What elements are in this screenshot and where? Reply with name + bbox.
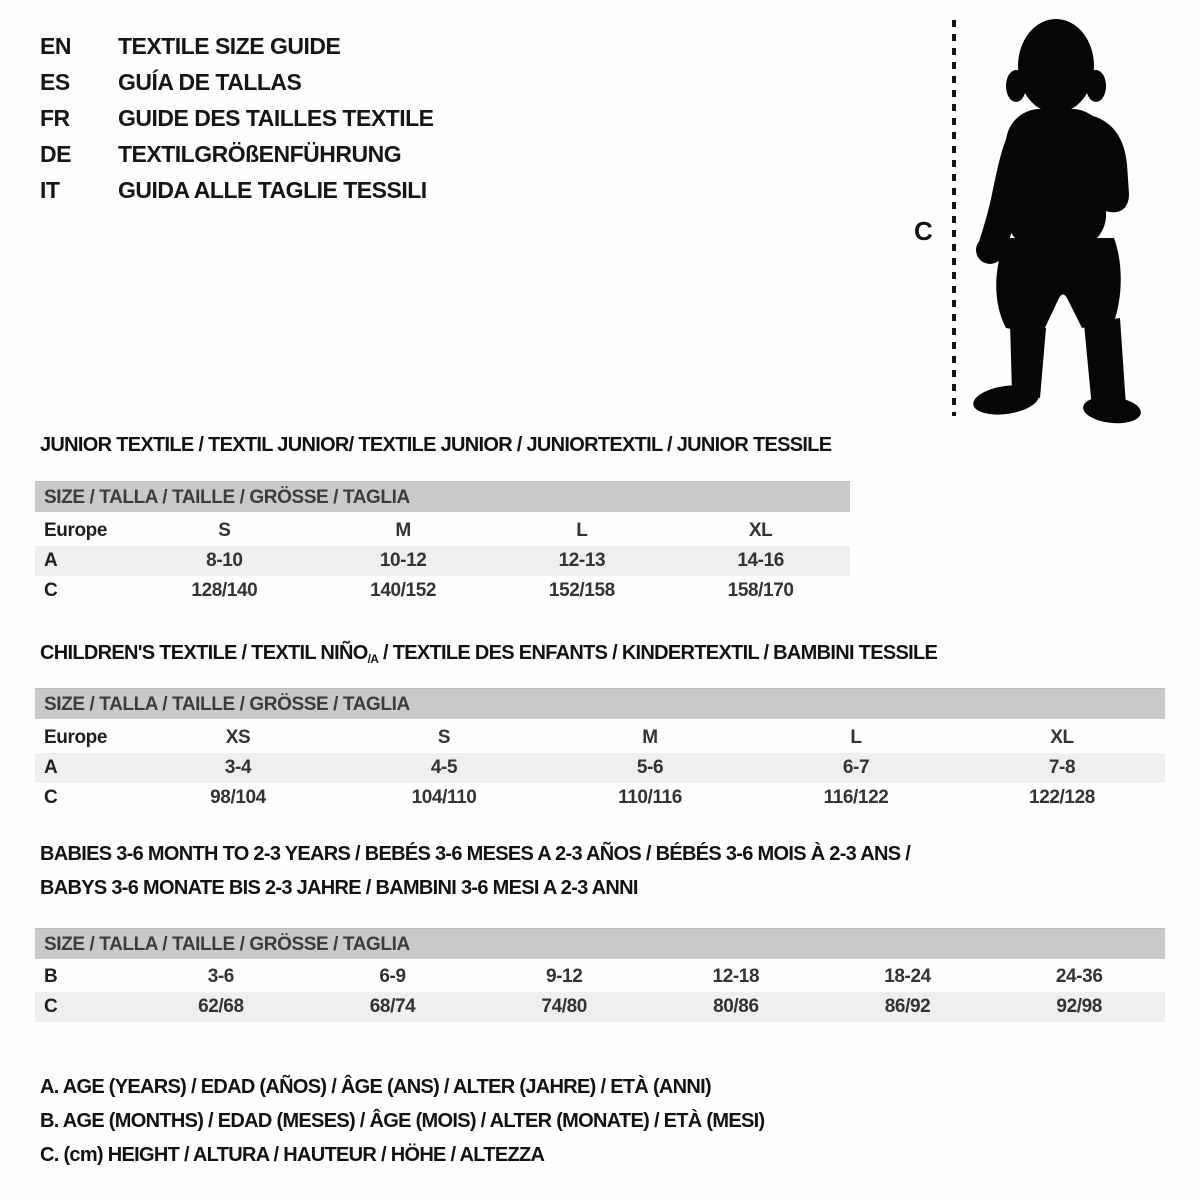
age-cell: 8-10 [206, 550, 243, 571]
height-cell: 122/128 [1029, 787, 1095, 808]
table-row-europe [35, 516, 850, 546]
table-row-height [35, 576, 850, 606]
age-cell: 4-5 [430, 757, 458, 778]
size-cell: S [218, 520, 231, 541]
age-cell: 7-8 [1048, 757, 1076, 778]
language-title: GUÍA DE TALLAS [118, 69, 302, 95]
row-label: C [44, 996, 58, 1017]
height-cell: 140/152 [370, 580, 437, 601]
silhouette-ear-left [1006, 70, 1026, 102]
height-cell: 74/80 [541, 996, 587, 1017]
language-title: TEXTILE SIZE GUIDE [118, 33, 341, 59]
row-label: C [44, 787, 58, 808]
height-cell: 110/116 [618, 787, 682, 808]
age-cell: 6-7 [842, 757, 870, 778]
silhouette-leg-right [1084, 318, 1126, 408]
age-cell: 12-18 [712, 966, 760, 987]
row-label: Europe [44, 727, 108, 748]
language-row [40, 136, 434, 172]
height-measure-label: C [914, 216, 933, 246]
language-title: GUIDA ALLE TAGLIE TESSILI [118, 177, 427, 203]
height-dashed-line [952, 20, 956, 416]
legend-line-c: C. (cm) HEIGHT / ALTURA / HAUTEUR / HÖHE / ALTEZZA [40, 1144, 545, 1166]
age-cell: 18-24 [884, 966, 931, 987]
age-cell: 24-36 [1055, 966, 1103, 987]
babies-size-table [35, 962, 1165, 1022]
children-section-heading [40, 642, 937, 665]
junior-size-header-bar: SIZE / TALLA / TAILLE / GRÖSSE / TAGLIA [35, 481, 850, 512]
language-row [40, 28, 434, 64]
silhouette-shorts [996, 238, 1121, 334]
children-heading-subscript: /A [367, 652, 379, 666]
legend-line-a: A. AGE (YEARS) / EDAD (AÑOS) / ÂGE (ANS) / ALTER (JAHRE) / ETÀ (ANNI) [40, 1076, 711, 1098]
size-cell: L [850, 727, 862, 748]
legend-line-b: B. AGE (MONTHS) / EDAD (MESES) / ÂGE (MOIS) / ALTER (MONATE) / ETÀ (MESI) [40, 1110, 765, 1132]
height-cell: 92/98 [1056, 996, 1102, 1017]
age-cell: 6-9 [379, 966, 406, 987]
row-label: Europe [44, 520, 108, 541]
size-cell: XL [748, 520, 773, 541]
height-cell: 86/92 [884, 996, 931, 1017]
size-cell: M [395, 520, 411, 541]
table-row-height [35, 992, 1165, 1022]
size-cell: S [437, 727, 451, 748]
height-cell: 80/86 [713, 996, 759, 1017]
height-cell: 128/140 [191, 580, 258, 601]
silhouette-ear-right [1086, 70, 1106, 102]
language-title: GUIDE DES TAILLES TEXTILE [118, 105, 434, 131]
table-row-age-months [35, 962, 1165, 992]
language-row [40, 172, 434, 208]
row-label: A [44, 757, 58, 778]
row-label: A [44, 550, 58, 571]
size-cell: M [642, 727, 658, 748]
children-size-table [35, 723, 1165, 813]
toddler-silhouette-image [966, 14, 1144, 424]
age-cell: 10-12 [379, 550, 427, 571]
junior-size-table [35, 516, 850, 606]
height-cell: 152/158 [548, 580, 615, 601]
size-cell: XS [225, 727, 251, 748]
height-cell: 68/74 [369, 996, 416, 1017]
row-label: C [44, 580, 58, 601]
children-heading-suffix: / TEXTILE DES ENFANTS / KINDERTEXTIL / BAMBINI TESSILE [378, 642, 938, 664]
size-cell: L [576, 520, 588, 541]
age-cell: 5-6 [636, 757, 664, 778]
children-heading-prefix: CHILDREN'S TEXTILE / TEXTIL NIÑO [40, 642, 368, 664]
age-cell: 14-16 [737, 550, 784, 571]
language-code: IT [40, 177, 60, 203]
language-row [40, 64, 434, 100]
height-cell: 98/104 [210, 787, 266, 808]
age-cell: 12-13 [558, 550, 606, 571]
junior-section-heading: JUNIOR TEXTILE / TEXTIL JUNIOR/ TEXTILE JUNIOR / JUNIORTEXTIL / JUNIOR TESSILE [40, 434, 832, 456]
table-row-age [35, 753, 1165, 783]
language-title-list [40, 28, 434, 208]
table-row-age [35, 546, 850, 576]
language-code: EN [40, 33, 71, 59]
babies-size-header-bar: SIZE / TALLA / TAILLE / GRÖSSE / TAGLIA [35, 928, 1165, 959]
height-cell: 62/68 [198, 996, 244, 1017]
language-code: FR [40, 105, 70, 131]
silhouette-foot-right [1082, 394, 1142, 424]
height-cell: 104/110 [411, 787, 477, 808]
table-row-height [35, 783, 1165, 813]
children-size-header-bar: SIZE / TALLA / TAILLE / GRÖSSE / TAGLIA [35, 688, 1165, 719]
age-cell: 3-4 [224, 757, 252, 778]
height-cell: 158/170 [727, 580, 794, 601]
age-cell: 9-12 [545, 966, 583, 987]
height-cell: 116/122 [823, 787, 889, 808]
row-label: B [44, 966, 58, 987]
silhouette-head [1018, 19, 1094, 113]
age-cell: 3-6 [207, 966, 234, 987]
measurement-legend [40, 1070, 764, 1172]
language-code: DE [40, 141, 71, 167]
language-code: ES [40, 69, 70, 95]
language-title: TEXTILGRÖßENFÜHRUNG [118, 141, 402, 167]
babies-section-heading-line2: BABYS 3-6 MONATE BIS 2-3 JAHRE / BAMBINI 3-6 MESI A 2-3 ANNI [40, 877, 638, 899]
table-row-europe [35, 723, 1165, 753]
babies-section-heading-line1: BABIES 3-6 MONTH TO 2-3 YEARS / BEBÉS 3-6 MESES A 2-3 AÑOS / BÉBÉS 3-6 MOIS À 2-3 ANS / [40, 843, 911, 865]
language-row [40, 100, 434, 136]
size-cell: XL [1050, 727, 1074, 748]
